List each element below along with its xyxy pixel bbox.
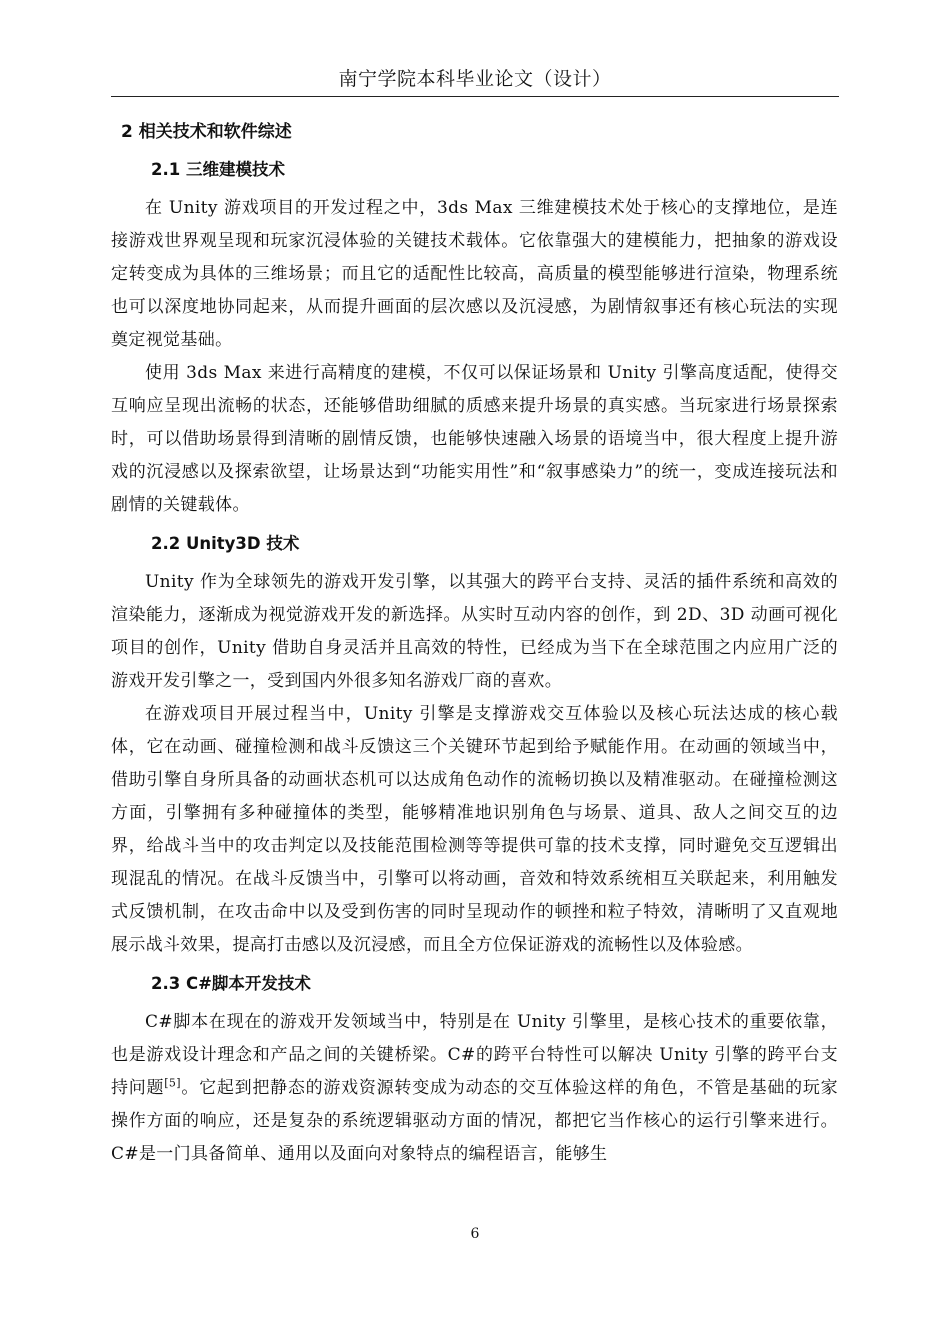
paragraph-text: C#脚本在现在的游戏开发领域当中，特别是在 Unity 引擎里，是核心技术的重要依靠，也是游戏设计理念和产品之间的关键桥梁。C#的跨平台特性可以解决 Unity 引擎的跨平台支持问题 [111, 1012, 838, 1098]
section-heading-2-3: 2.3 C#脚本开发技术 [151, 974, 311, 993]
paragraph: 使用 3ds Max 来进行高精度的建模，不仅可以保证场景和 Unity 引擎高度适配，使得交互响应呈现出流畅的状态，还能够借助细腻的质感来提升场景的真实感。当玩家进行场景探索时，可以借助场景得到清晰的剧情反馈，也能够快速融入场景的语境当中，很大程度上提升游戏的沉浸感以及探索欲望，让场景达到“功能实用性”和“叙事感染力”的统一，变成连接玩法和剧情的关键载体。 [111, 363, 838, 515]
section-heading-2-2: 2.2 Unity3D 技术 [151, 534, 300, 553]
header-title: 南宁学院本科毕业论文（设计） [338, 68, 612, 90]
page-header [111, 62, 839, 97]
paragraph: 在游戏项目开展过程当中，Unity 引擎是支撑游戏交互体验以及核心玩法达成的核心载体，它在动画、碰撞检测和战斗反馈这三个关键环节起到给予赋能作用。在动画的领域当中，借助引擎自身所具备的动画状态机可以达成角色动作的流畅切换以及精准驱动。在碰撞检测这方面，引擎拥有多种碰撞体的类型，能够精准地识别角色与场景、道具、敌人之间交互的边界，给战斗当中的攻击判定以及技能范围检测等等提供可靠的技术支撑，同时避免交互逻辑出现混乱的情况。在战斗反馈当中，引擎可以将动画，音效和特效系统相互关联起来，利用触发式反馈机制，在攻击命中以及受到伤害的同时呈现动作的顿挫和粒子特效，清晰明了又直观地展示战斗效果，提高打击感以及沉浸感，而且全方位保证游戏的流畅性以及体验感。 [111, 704, 838, 955]
section-heading-2-1: 2.1 三维建模技术 [151, 160, 285, 179]
paragraph [111, 1006, 838, 1171]
paragraph: Unity 作为全球领先的游戏开发引擎，以其强大的跨平台支持、灵活的插件系统和高效的渲染能力，逐渐成为视觉游戏开发的新选择。从实时互动内容的创作，到 2D、3D 动画可视化项目的创作，Unity 借助自身灵活并且高效的特性，已经成为当下在全球范围之内应用广泛的游戏开发引擎之一，受到国内外很多知名游戏厂商的喜欢。 [111, 572, 838, 691]
paragraph-text: 。它起到把静态的游戏资源转变成为动态的交互体验这样的角色，不管是基础的玩家操作方面的响应，还是复杂的系统逻辑驱动方面的情况，都把它当作核心的运行引擎来进行。C#是一门具备简单、通用以及面向对象特点的编程语言，能够生 [111, 1078, 838, 1164]
chapter-heading: 2 相关技术和软件综述 [121, 122, 292, 142]
citation-link[interactable]: [5] [164, 1076, 181, 1090]
page-number: 6 [470, 1226, 480, 1242]
paragraph: 在 Unity 游戏项目的开发过程之中，3ds Max 三维建模技术处于核心的支撑地位，是连接游戏世界观呈现和玩家沉浸体验的关键技术载体。它依靠强大的建模能力，把抽象的游戏设定转变成为具体的三维场景；而且它的适配性比较高，高质量的模型能够进行渲染，物理系统也可以深度地协同起来，从而提升画面的层次感以及沉浸感，为剧情叙事还有核心玩法的实现奠定视觉基础。 [111, 198, 838, 350]
page-body [111, 112, 838, 1171]
